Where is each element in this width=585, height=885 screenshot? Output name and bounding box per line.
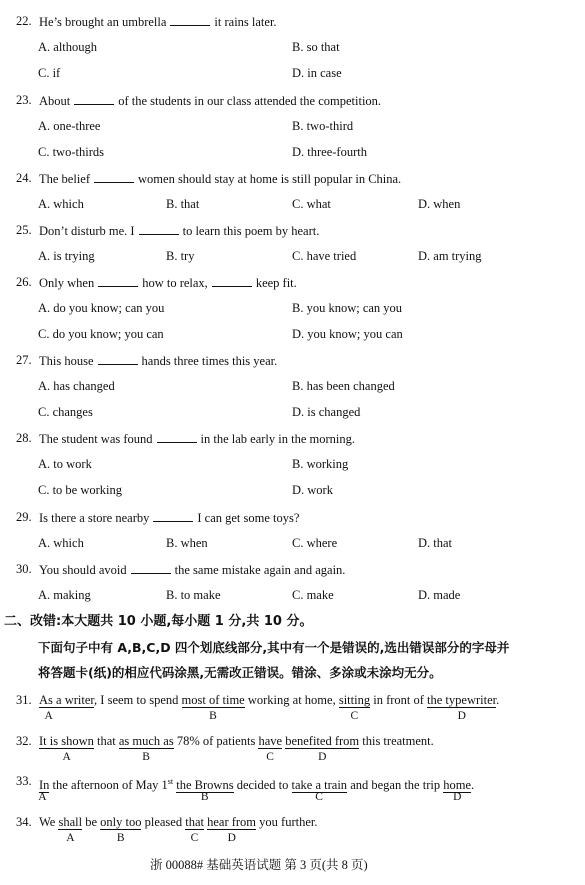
sentence-text: working at home,	[244, 693, 339, 707]
underlined-part: that	[185, 815, 204, 829]
sentence-text: 78% of patients	[173, 734, 259, 748]
sentence-text: pleased	[141, 815, 186, 829]
answer-blank	[98, 353, 138, 365]
part-label: A	[38, 791, 47, 803]
answer-option: B. you know; can you	[292, 301, 403, 315]
part-label: D	[318, 751, 327, 763]
underlined-part: most of time	[181, 693, 245, 707]
answer-option: C. what	[292, 197, 331, 211]
underlined-part: sitting	[338, 693, 371, 707]
question-number: 22.	[16, 14, 32, 28]
question-text	[39, 815, 317, 830]
question-number: 30.	[16, 562, 32, 576]
part-label: C	[350, 710, 359, 722]
answer-blank	[131, 562, 171, 574]
question-number: 29.	[16, 510, 32, 524]
question-number: 33.	[16, 774, 32, 788]
question-text	[39, 223, 319, 239]
answer-option: B. when	[166, 536, 208, 550]
answer-option: A. one-three	[38, 119, 101, 133]
answer-blank	[139, 223, 179, 235]
answer-option: A. which	[38, 536, 84, 550]
question-number: 24.	[16, 171, 32, 185]
section-instructions: 将答题卡(纸)的相应代码涂黑,无需改正错误。错涂、多涂或未涂均无分。	[38, 665, 442, 680]
answer-blank	[212, 275, 252, 287]
answer-option: A. although	[38, 40, 98, 54]
sentence-text: decided to	[233, 778, 292, 793]
answer-option: C. where	[292, 536, 338, 550]
answer-blank	[98, 275, 138, 287]
part-label: D	[227, 832, 236, 844]
answer-blank	[94, 171, 134, 183]
part-label: B	[200, 791, 209, 803]
stem-after-blank: to learn this poem by heart.	[182, 224, 320, 238]
answer-option: B. has been changed	[292, 379, 395, 393]
part-label: D	[457, 710, 466, 722]
underlined-part: hear from	[207, 815, 257, 829]
stem-after-blank: keep fit.	[255, 276, 297, 290]
underlined-part: It is shown	[39, 734, 94, 748]
answer-blank	[170, 14, 210, 26]
part-label: B	[142, 751, 150, 763]
question-text	[39, 693, 499, 708]
question-number: 23.	[16, 93, 32, 107]
answer-option: B. working	[292, 457, 349, 471]
question-text	[39, 510, 299, 526]
section-instructions: 下面句子中有 A,B,C,D 四个划底线部分,其中有一个是错误的,选出错误部分的字母并	[38, 640, 510, 655]
answer-option: D. three-fourth	[292, 145, 367, 159]
underlined-part: only too	[100, 815, 142, 829]
question-text	[39, 562, 345, 578]
part-label: A	[66, 832, 75, 844]
part-label: C	[315, 791, 323, 803]
sentence-text: We	[39, 815, 59, 829]
sentence-text: , I seem to spend	[94, 693, 182, 707]
stem-after-blank: it rains later.	[214, 15, 277, 29]
answer-option: B. two-third	[292, 119, 354, 133]
answer-option: B. so that	[292, 40, 340, 54]
question-number: 32.	[16, 734, 32, 748]
answer-option: B. that	[166, 197, 200, 211]
part-label: A	[44, 710, 53, 722]
answer-blank	[74, 93, 114, 105]
question-number: 28.	[16, 431, 32, 445]
answer-option: D. am trying	[418, 249, 482, 263]
answer-option: D. work	[292, 483, 333, 497]
underlined-part: benefited from	[285, 734, 360, 748]
sentence-text: .	[471, 778, 475, 793]
sentence-text: the afternoon of May 1	[49, 778, 168, 793]
answer-option: C. if	[38, 66, 61, 80]
answer-option: A. do you know; can you	[38, 301, 165, 315]
answer-option: C. have tried	[292, 249, 357, 263]
question-text	[39, 14, 277, 30]
sentence-text: .	[496, 693, 500, 707]
answer-option: A. making	[38, 588, 91, 602]
stem-after-blank: women should stay at home is still popular in China.	[138, 172, 402, 186]
stem-before-blank: Only when	[39, 276, 95, 290]
answer-option: A. has changed	[38, 379, 115, 393]
underlined-part: In	[39, 778, 50, 793]
stem-after-blank: of the students in our class attended the competition.	[118, 94, 382, 108]
part-label: D	[453, 791, 462, 803]
stem-after-blank: I can get some toys?	[197, 511, 300, 525]
sentence-text: be	[82, 815, 101, 829]
underlined-part: take a train	[291, 778, 348, 793]
sentence-text: and began the trip	[347, 778, 444, 793]
answer-option: D. that	[418, 536, 453, 550]
underlined-part: as much as	[118, 734, 174, 748]
answer-blank	[157, 431, 197, 443]
part-label: C	[266, 751, 274, 763]
stem-before-blank: He’s brought an umbrella	[39, 15, 167, 29]
part-label: C	[190, 832, 199, 844]
underlined-part: the Browns	[176, 778, 234, 793]
answer-option: C. to be working	[38, 483, 123, 497]
question-text	[39, 353, 277, 369]
stem-before-blank: You should avoid	[39, 563, 127, 577]
question-number: 26.	[16, 275, 32, 289]
stem-middle: how to relax,	[142, 276, 208, 290]
answer-option: D. when	[418, 197, 461, 211]
question-text	[39, 171, 401, 187]
question-number: 31.	[16, 693, 32, 707]
question-text	[39, 93, 381, 109]
underlined-part: As a writer	[39, 693, 95, 707]
stem-after-blank: hands three times this year.	[141, 354, 278, 368]
answer-option: C. two-thirds	[38, 145, 104, 159]
part-label: B	[116, 832, 125, 844]
question-number: 25.	[16, 223, 32, 237]
answer-blank	[153, 510, 193, 522]
question-text	[39, 734, 434, 749]
sentence-text: you further.	[256, 815, 318, 829]
underlined-part: shall	[58, 815, 83, 829]
answer-option: B. try	[166, 249, 195, 263]
answer-option: C. do you know; you can	[38, 327, 164, 341]
section-heading: 二、改错:本大题共 10 小题,每小题 1 分,共 10 分。	[4, 614, 313, 629]
question-text	[39, 275, 297, 291]
underlined-part: have	[258, 734, 283, 748]
sentence-text: this treatment.	[359, 734, 434, 748]
stem-before-blank: About	[39, 94, 71, 108]
answer-option: A. is trying	[38, 249, 95, 263]
answer-option: C. make	[292, 588, 334, 602]
stem-after-blank: in the lab early in the morning.	[200, 432, 356, 446]
stem-before-blank: The student was found	[39, 432, 153, 446]
part-label: B	[209, 710, 217, 722]
answer-option: D. you know; you can	[292, 327, 403, 341]
ordinal-suffix: st	[167, 777, 174, 786]
underlined-part: home	[443, 778, 471, 793]
part-label: A	[62, 751, 71, 763]
stem-after-blank: the same mistake again and again.	[174, 563, 346, 577]
question-text	[39, 431, 355, 447]
answer-option: B. to make	[166, 588, 221, 602]
answer-option: D. in case	[292, 66, 342, 80]
question-text	[39, 774, 474, 793]
stem-before-blank: Is there a store nearby	[39, 511, 150, 525]
question-number: 34.	[16, 815, 32, 829]
underlined-part: the typewriter	[427, 693, 497, 707]
stem-before-blank: Don’t disturb me. I	[39, 224, 135, 238]
answer-option: D. is changed	[292, 405, 361, 419]
sentence-text: in front of	[370, 693, 428, 707]
page-footer: 浙 00088# 基础英语试题 第 3 页(共 8 页)	[150, 858, 368, 872]
question-number: 27.	[16, 353, 32, 367]
sentence-text: that	[93, 734, 119, 748]
stem-before-blank: This house	[39, 354, 94, 368]
answer-option: C. changes	[38, 405, 93, 419]
answer-option: A. to work	[38, 457, 92, 471]
stem-before-blank: The belief	[39, 172, 91, 186]
answer-option: A. which	[38, 197, 84, 211]
answer-option: D. made	[418, 588, 461, 602]
